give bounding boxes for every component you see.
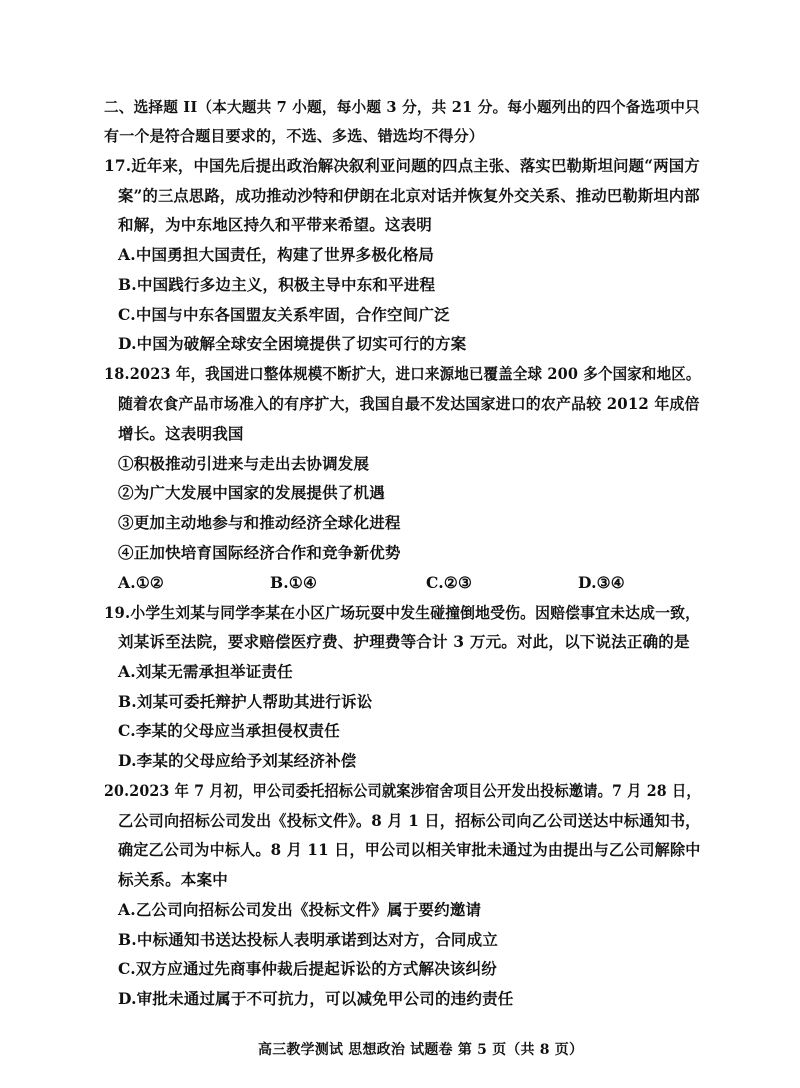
q19-option-d: D.李某的父母应给予刘某经济补偿 [118, 751, 357, 770]
q17-stem-line2: 案”的三点思路，成功推动沙特和伊朗在北京对话并恢复外交关系、推动巴勒斯坦内部 [118, 186, 700, 205]
q19-stem-line2: 刘某诉至法院，要求赔偿医疗费、护理费等合计 3 万元。对此，以下说法正确的是 [118, 632, 690, 651]
q19-option-b: B.刘某可委托辩护人帮助其进行诉讼 [118, 692, 373, 711]
q17-option-a: A.中国勇担大国责任，构建了世界多极化格局 [118, 245, 435, 264]
q17-option-c: C.中国与中东各国盟友关系牢固，合作空间广泛 [118, 305, 450, 324]
q17-stem-line1: 17.近年来，中国先后提出政治解决叙利亚问题的四点主张、落实巴勒斯坦问题“两国方 [104, 156, 700, 175]
q17-stem-line3: 和解，为中东地区持久和平带来希望。这表明 [118, 215, 433, 234]
section-title: 二、选择题 II（本大题共 7 小题，每小题 3 分，共 21 分。每小题列出的四个备选项中只 [104, 98, 700, 116]
q20-stem-line2: 乙公司向招标公司发出《投标文件》。8 月 1 日，招标公司向乙公司送达中标通知书， [118, 811, 701, 830]
q20-option-c: C.双方应通过先商事仲裁后提起诉讼的方式解决该纠纷 [118, 959, 497, 978]
q18-option-b: B.①④ [270, 573, 318, 592]
q19-option-a: A.刘某无需承担举证责任 [118, 662, 293, 681]
section-title-continued: 有一个是符合题目要求的，不选、多选、错选均不得分） [104, 127, 485, 145]
q19-stem-line1: 19.小学生刘某与同学李某在小区广场玩耍中发生碰撞倒地受伤。因赔偿事宜未达成一致， [104, 603, 701, 622]
q17-option-b: B.中国践行多边主义，积极主导中东和平进程 [118, 275, 436, 294]
q18-statement-1: ①积极推动引进来与走出去协调发展 [118, 454, 370, 473]
q18-statement-4: ④正加快培育国际经济合作和竞争新优势 [118, 543, 401, 562]
q18-statement-3: ③更加主动地参与和推动经济全球化进程 [118, 513, 401, 532]
q18-statement-2: ②为广大发展中国家的发展提供了机遇 [118, 483, 385, 502]
q20-option-b: B.中标通知书送达投标人表明承诺到达对方，合同成立 [118, 930, 498, 949]
q18-stem-line2: 随着农食产品市场准入的有序扩大，我国自最不发达国家进口的农产品较 2012 年成倍 [118, 394, 700, 413]
q20-stem-line4: 标关系。本案中 [118, 870, 228, 889]
q19-option-c: C.李某的父母应当承担侵权责任 [118, 721, 340, 740]
q17-option-d: D.中国为破解全球安全困境提供了切实可行的方案 [118, 334, 467, 353]
q20-option-a: A.乙公司向招标公司发出《投标文件》属于要约邀请 [118, 900, 482, 919]
q18-option-c: C.②③ [426, 573, 473, 592]
q20-stem-line3: 确定乙公司为中标人。8 月 11 日，甲公司以相关审批未通过为由提出与乙公司解除中 [118, 840, 701, 859]
q18-option-d: D.③④ [578, 573, 625, 592]
q18-stem-line3: 增长。这表明我国 [118, 424, 244, 443]
q20-stem-line1: 20.2023 年 7 月初，甲公司委托招标公司就案涉宿舍项目公开发出投标邀请。7 月 28 日， [104, 781, 701, 800]
q20-option-d: D.审批未通过属于不可抗力，可以减免甲公司的违约责任 [118, 989, 514, 1008]
q18-option-a: A.①② [118, 573, 165, 592]
page-footer: 高三教学测试 思想政治 试题卷 第 5 页（共 8 页） [258, 1042, 584, 1058]
q18-stem-line1: 18.2023 年，我国进口整体规模不断扩大，进口来源地已覆盖全球 200 多个国家和地区。 [104, 364, 701, 383]
